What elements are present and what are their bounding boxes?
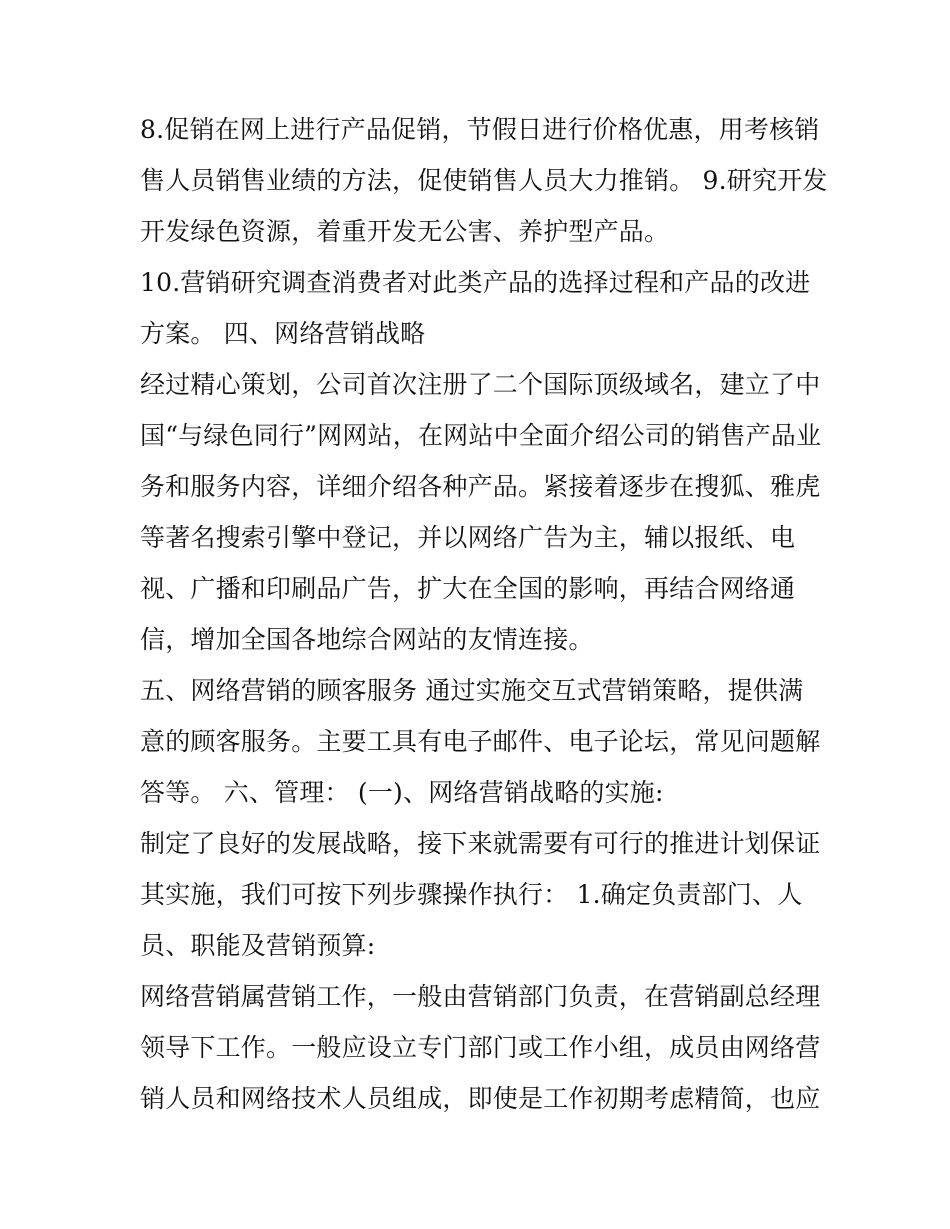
text-line: 答等。 六、管理： (一)、网络营销战略的实施: — [140, 778, 664, 807]
text-line: 经过精心策划，公司首次注册了二个国际顶级域名，建立了中 — [140, 370, 821, 399]
text-line: 10.营销研究调查消费者对此类产品的选择过程和产品的改进 — [140, 268, 811, 297]
text-line: 国“与绿色同行”网网站，在网站中全面介绍公司的销售产品业 — [140, 421, 822, 450]
text-line: 方案。 四、网络营销战略 — [140, 319, 426, 348]
text-line: 员、职能及营销预算: — [140, 931, 376, 960]
text-line: 务和服务内容，详细介绍各种产品。紧接着逐步在搜狐、雅虎 — [140, 472, 821, 501]
text-line: 网络营销属营销工作，一般由营销部门负责，在营销副总经理 — [140, 982, 821, 1011]
text-line: 领导下工作。一般应设立专门部门或工作小组，成员由网络营 — [140, 1033, 821, 1062]
text-line: 其实施，我们可按下列步骤操作执行： 1.确定负责部门、人 — [140, 880, 803, 909]
text-line: 开发绿色资源，着重开发无公害、养护型产品。 — [140, 217, 670, 246]
text-line: 等著名搜索引擎中登记，并以网络广告为主，辅以报纸、电 — [140, 523, 796, 552]
text-line: 售人员销售业绩的方法，促使销售人员大力推销。 9.研究开发 — [140, 166, 828, 195]
text-line: 五、网络营销的顾客服务 通过实施交互式营销策略，提供满 — [140, 676, 804, 705]
text-line: 意的顾客服务。主要工具有电子邮件、电子论坛，常见问题解 — [140, 727, 821, 756]
text-line: 视、广播和印刷品广告，扩大在全国的影响，再结合网络通 — [140, 574, 796, 603]
text-line: 8.促销在网上进行产品促销，节假日进行价格优惠，用考核销 — [140, 115, 820, 144]
document-body — [140, 104, 828, 1124]
text-line: 销人员和网络技术人员组成，即使是工作初期考虑精简，也应 — [140, 1084, 821, 1113]
text-line: 制定了良好的发展战略，接下来就需要有可行的推进计划保证 — [140, 829, 821, 858]
text-line: 信，增加全国各地综合网站的友情连接。 — [140, 625, 594, 654]
